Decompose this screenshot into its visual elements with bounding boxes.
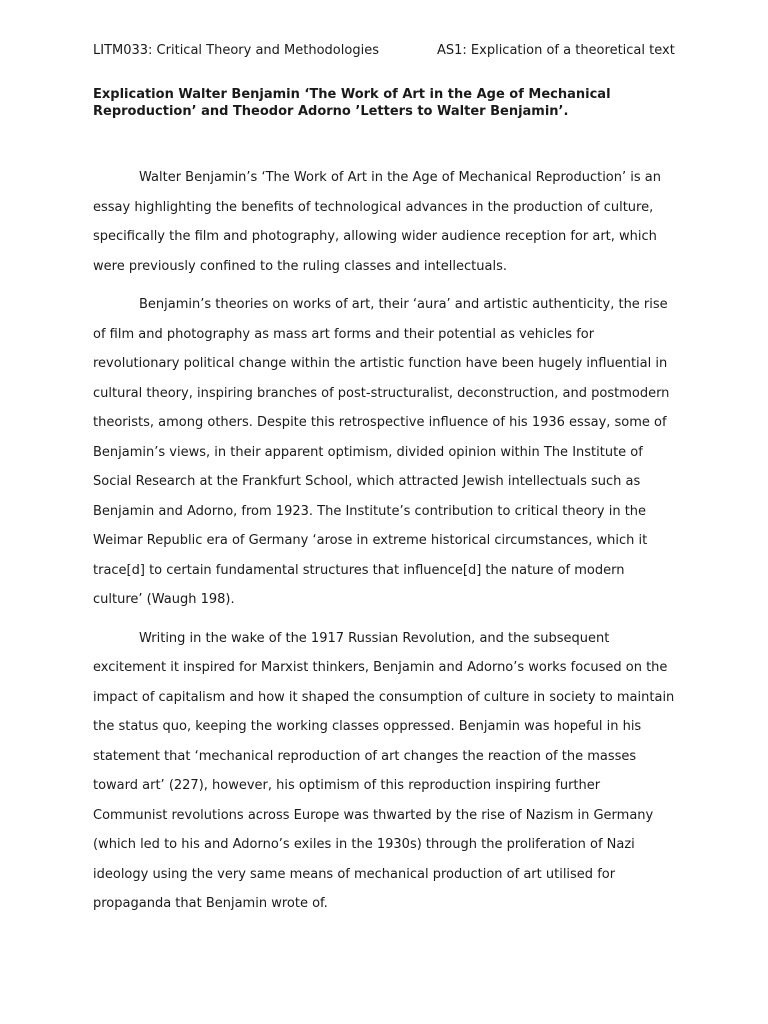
page-header bbox=[93, 42, 683, 60]
assignment-title: AS1: Explication of a theoretical text bbox=[437, 43, 675, 58]
paragraph: Writing in the wake of the 1917 Russian Revolution, and the subsequent excitement it inspired for Marxist thinkers, Benjamin and Adorno’s works focused on the impact of capitalism and how it shaped the consumption of culture in society to maintain the status quo, keeping the working classes oppressed. Benjamin was hopeful in his statement that ‘mechanical reproduction of art changes the reaction of the masses toward art’ (227), however, his optimism of this reproduction inspiring further Communist revolutions across Europe was thwarted by the rise of Nazism in Germany (which led to his and Adorno’s exiles in the 1930s) through the proliferation of Nazi ideology using the very same means of mechanical production of art utilised for propaganda that Benjamin wrote of. bbox=[93, 630, 675, 911]
document-title: Explication Walter Benjamin ‘The Work of Art in the Age of Mechanical Reproduction’ and Theodor Adorno ’Letters to Walter Benjamin’. bbox=[93, 87, 611, 119]
document-body bbox=[93, 163, 677, 928]
paragraph: Walter Benjamin’s ‘The Work of Art in the Age of Mechanical Reproduction’ is an essay highlighting the benefits of technological advances in the production of culture, specifically the film and photography, allowing wider audience reception for art, which were previously confined to the ruling classes and intellectuals. bbox=[93, 170, 661, 274]
course-title: LITM033: Critical Theory and Methodologies bbox=[93, 43, 379, 58]
paragraph: Benjamin’s theories on works of art, their ‘aura’ and artistic authenticity, the rise of film and photography as mass art forms and their potential as vehicles for revolutionary political change within the artistic function have been hugely influential in cultural theory, inspiring branches of post-structuralist, deconstruction, and postmodern theorists, among others. Despite this retrospective influence of his 1936 essay, some of Benjamin’s views, in their apparent optimism, divided opinion within The Institute of Social Research at the Frankfurt School, which attracted Jewish intellectuals such as Benjamin and Adorno, from 1923. The Institute’s contribution to critical theory in the Weimar Republic era of Germany ‘arose in extreme historical circumstances, which it trace[d] to certain fundamental structures that influence[d] the nature of modern culture’ (Waugh 198). bbox=[93, 297, 670, 607]
